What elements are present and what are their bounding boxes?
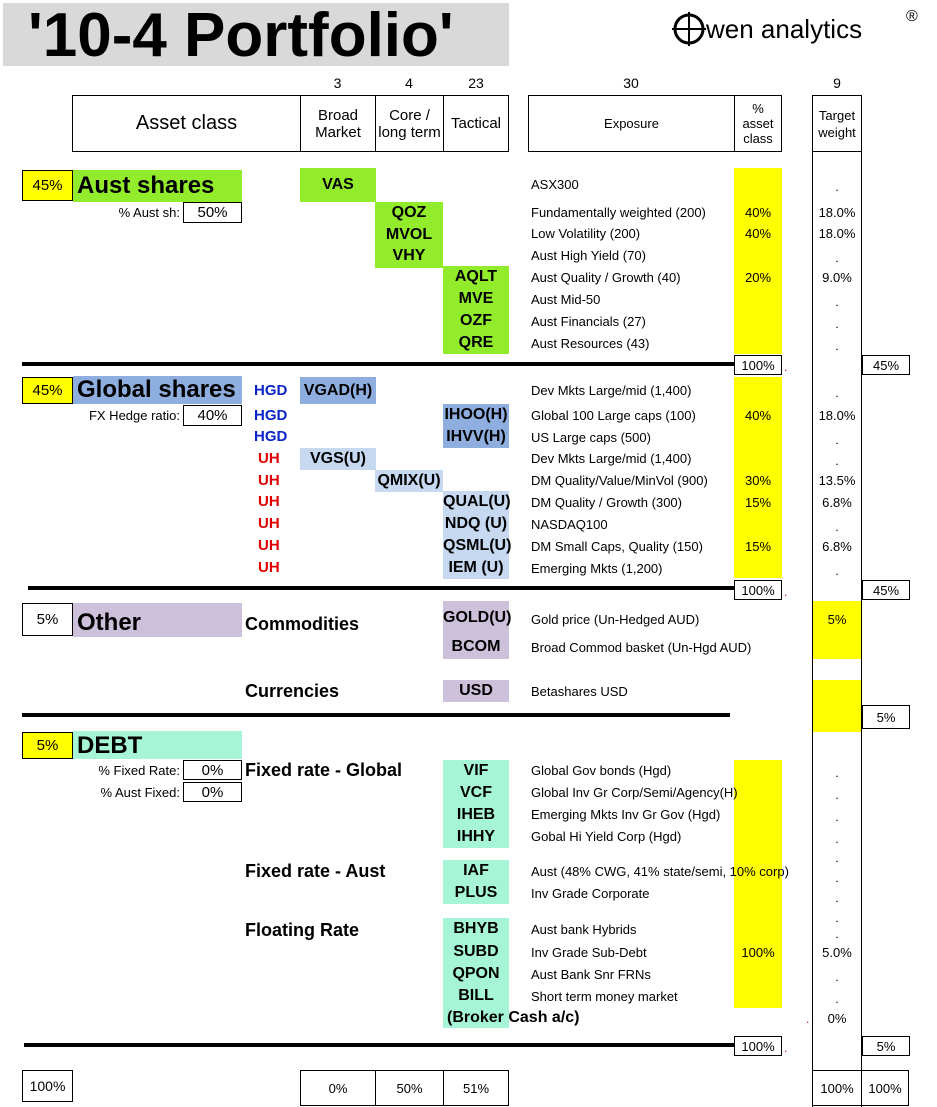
debt-pct: 100% [741, 945, 775, 960]
global-ticker: IHOO(H) [443, 404, 509, 426]
global-side-total-value: 45% [872, 582, 900, 598]
global-pct: 15% [744, 495, 772, 510]
debt-exposure: Aust Bank Snr FRNs [531, 967, 651, 982]
hedge-flag: UH [258, 515, 280, 532]
header-pct-line1: % [752, 101, 764, 116]
fixed-global-label: Fixed rate - Global [245, 760, 403, 780]
debt-ticker: VIF [463, 762, 489, 779]
aust-sub-input[interactable] [183, 202, 242, 223]
other-section-rule [22, 713, 730, 717]
debt-target: . [835, 832, 839, 846]
debt-target: . [835, 871, 839, 885]
aust-target: . [835, 295, 839, 309]
global-sub-input[interactable] [183, 405, 242, 426]
global-ticker: QMIX(U) [375, 470, 443, 492]
global-ticker: QSML(U) [443, 537, 512, 554]
debt-exposure: Global Gov bonds (Hgd) [531, 763, 672, 778]
header-core [375, 95, 444, 152]
global-target: . [835, 564, 839, 578]
debt-exposure: Aust bank Hybrids [531, 922, 637, 937]
count-tactical: 23 [468, 75, 484, 91]
global-target: 6.8% [822, 539, 852, 554]
aust-exposure: Aust Quality / Growth (40) [531, 270, 681, 285]
other-exposure: Broad Commod basket (Un-Hgd AUD) [531, 640, 752, 655]
count-broad: 3 [333, 75, 342, 91]
debt-target: . [835, 788, 839, 802]
header-core-line1: Core / [389, 106, 430, 124]
aust-tactical-ticker: MVE [458, 290, 494, 307]
debt-target: . [835, 891, 839, 905]
total-tactical [443, 1070, 509, 1106]
global-ticker: QUAL(U) [443, 493, 511, 510]
aust-side-total [862, 355, 910, 375]
count-exposure: 30 [623, 75, 639, 91]
header-core-line2: long term [378, 123, 441, 141]
hedge-flag: UH [258, 537, 280, 554]
global-exposure: Emerging Mkts (1,200) [531, 561, 663, 576]
debt-ticker: BHYB [453, 920, 499, 937]
debt-target: . [835, 970, 839, 984]
currencies-label: Currencies [245, 681, 340, 701]
floating-label: Floating Rate [245, 920, 360, 940]
aust-target: . [835, 180, 839, 194]
broker-cash: (Broker Cash a/c) [447, 1009, 580, 1026]
global-total-marker: . [784, 585, 788, 599]
other-exposure: Gold price (Un-Hedged AUD) [531, 612, 700, 627]
target-highlight-currencies [813, 680, 861, 732]
debt-ticker: PLUS [454, 884, 498, 901]
aust-exposure: Low Volatility (200) [531, 226, 641, 241]
debt-exposure: Short term money market [531, 989, 678, 1004]
global-ticker: VGAD(H) [300, 377, 376, 404]
global-exposure: US Large caps (500) [531, 430, 651, 445]
aust-total-marker: . [784, 360, 788, 374]
global-exposure: Dev Mkts Large/mid (1,400) [531, 451, 692, 466]
global-exposure: DM Quality/Value/MinVol (900) [531, 473, 708, 488]
aust-tactical-ticker: QRE [458, 334, 494, 351]
total-tactical-value: 51% [462, 1080, 490, 1096]
debt-exposure: Aust (48% CWG, 41% state/semi, 10% corp) [531, 864, 789, 879]
header-target-weight [812, 95, 862, 152]
global-target: . [835, 454, 839, 468]
aust-alloc-value: 45% [32, 177, 63, 194]
header-broad-market [300, 95, 376, 152]
debt-ticker: SUBD [453, 943, 499, 960]
debt-heading: DEBT [73, 731, 242, 759]
aust-exposure: Aust High Yield (70) [531, 248, 646, 263]
debt-aust-fixed-label: % Aust Fixed: [100, 785, 180, 800]
aust-core-ticker: VHY [392, 247, 426, 264]
count-core: 4 [405, 75, 413, 91]
global-target: . [835, 433, 839, 447]
debt-target: . [835, 992, 839, 1006]
aust-exposure: Fundamentally weighted (200) [531, 205, 706, 220]
debt-ticker: QPON [452, 965, 500, 982]
debt-section-rule [24, 1043, 734, 1047]
header-tactical-label: Tactical [450, 115, 502, 132]
aust-target: . [835, 251, 839, 265]
aust-exposure: ASX300 [531, 177, 579, 192]
aust-tactical-ticker: AQLT [454, 268, 498, 285]
other-side-total [862, 705, 910, 729]
debt-side-total-value: 5% [876, 1038, 896, 1054]
global-pct: 30% [744, 473, 772, 488]
aust-total-value: 100% [741, 357, 775, 373]
aust-target: . [835, 317, 839, 331]
debt-exposure: Inv Grade Corporate [531, 886, 650, 901]
header-pct-asset-class [734, 95, 782, 152]
other-ticker: BCOM [451, 638, 501, 655]
global-total-value: 100% [741, 582, 775, 598]
debt-ticker: VCF [460, 784, 492, 801]
debt-alloc-input[interactable] [22, 732, 73, 759]
global-alloc-input[interactable] [22, 377, 73, 404]
global-ticker: VGS(U) [300, 448, 376, 470]
page-title: '10-4 Portfolio' [28, 1, 454, 70]
global-total [734, 580, 782, 600]
other-alloc-input[interactable] [22, 603, 73, 636]
debt-exposure: Global Inv Gr Corp/Semi/Agency(H) [531, 785, 738, 800]
header-asset-class [72, 95, 301, 152]
debt-aust-fixed-input[interactable] [183, 782, 242, 802]
debt-exposure: Emerging Mkts Inv Gr Gov (Hgd) [531, 807, 721, 822]
other-alloc-value: 5% [36, 611, 59, 628]
aust-shares-heading: Aust shares [73, 170, 242, 202]
aust-target: 9.0% [822, 270, 852, 285]
other-target: 5% [827, 612, 847, 627]
aust-exposure: Aust Financials (27) [531, 314, 646, 329]
global-pct: 15% [744, 539, 772, 554]
debt-total [734, 1036, 782, 1056]
debt-target: . [835, 911, 839, 925]
total-side [861, 1070, 909, 1106]
debt-target: . [835, 851, 839, 865]
total-alloc [22, 1070, 73, 1102]
header-exposure [528, 95, 735, 152]
total-core-value: 50% [396, 1080, 423, 1096]
commodities-label: Commodities [245, 614, 360, 634]
aust-exposure: Aust Resources (43) [531, 336, 650, 351]
header-tactical [443, 95, 509, 152]
global-alloc-value: 45% [32, 382, 63, 399]
global-exposure: NASDAQ100 [531, 517, 608, 532]
total-core [375, 1070, 444, 1106]
aust-target: . [835, 339, 839, 353]
debt-target: . [835, 810, 839, 824]
global-sub-label: FX Hedge ratio: [88, 408, 180, 423]
header-target-line1: Target [818, 107, 856, 123]
global-side-total [862, 580, 910, 600]
debt-total-marker: . [784, 1041, 788, 1055]
hedge-flag: UH [258, 472, 280, 489]
other-ticker: USD [443, 680, 509, 702]
global-shares-heading: Global shares [73, 376, 242, 404]
logo [672, 8, 922, 48]
debt-target: . [835, 927, 839, 941]
global-sub-value: 40% [197, 407, 228, 424]
header-exposure-label: Exposure [604, 116, 659, 131]
global-target: 6.8% [822, 495, 852, 510]
hedge-flag: UH [258, 493, 280, 510]
global-exposure: DM Small Caps, Quality (150) [531, 539, 703, 554]
broker-target: 0% [827, 1011, 847, 1026]
aust-pct: 20% [744, 270, 772, 285]
global-exposure: Global 100 Large caps (100) [531, 408, 696, 423]
hedge-flag: HGD [254, 407, 288, 424]
aust-pct: 40% [744, 205, 772, 220]
debt-ticker: BILL [458, 987, 494, 1004]
aust-core-ticker: QOZ [391, 204, 427, 221]
aust-exposure: Aust Mid-50 [531, 292, 601, 307]
header-broad-line1: Broad [317, 106, 359, 124]
count-target: 9 [833, 75, 841, 91]
debt-fixed-label: % Fixed Rate: [98, 763, 180, 778]
pct-column-aust [734, 168, 782, 354]
global-exposure: Dev Mkts Large/mid (1,400) [531, 383, 692, 398]
total-broad [300, 1070, 376, 1106]
global-exposure: DM Quality / Growth (300) [531, 495, 682, 510]
debt-side-total [862, 1036, 910, 1056]
debt-ticker: IAF [463, 862, 489, 879]
total-side-value: 100% [868, 1080, 902, 1096]
global-target: . [835, 386, 839, 400]
global-target: 18.0% [818, 408, 856, 423]
debt-ticker: IHEB [456, 806, 496, 823]
aust-broad-ticker: VAS [300, 168, 376, 202]
header-pct-line3: class [743, 131, 773, 146]
header-pct-line2: asset [742, 116, 774, 131]
debt-ticker: IHHY [456, 828, 496, 845]
header-asset-class-label: Asset class [135, 112, 238, 134]
hedge-flag: UH [258, 559, 280, 576]
other-heading: Other [73, 603, 242, 637]
debt-alloc-value: 5% [36, 737, 59, 754]
aust-sub-value: 50% [197, 204, 228, 221]
aust-sub-label: % Aust sh: [118, 205, 180, 220]
aust-section-rule [22, 362, 734, 366]
total-target [812, 1070, 862, 1106]
logo-text: wen analytics [706, 14, 863, 44]
pct-column-debt [734, 760, 782, 1008]
debt-exposure: Gobal Hi Yield Corp (Hgd) [531, 829, 682, 844]
aust-total [734, 355, 782, 375]
debt-total-value: 100% [741, 1038, 775, 1054]
debt-aust-fixed-value: 0% [201, 783, 224, 801]
aust-side-total-value: 45% [872, 357, 900, 373]
debt-target: 5.0% [822, 945, 852, 960]
hedge-flag: HGD [254, 382, 288, 399]
aust-tactical-ticker: OZF [460, 312, 492, 329]
global-ticker: IHVV(H) [443, 426, 509, 448]
debt-exposure: Inv Grade Sub-Debt [531, 945, 647, 960]
other-side-total-value: 5% [876, 709, 896, 725]
debt-target: . [835, 766, 839, 780]
fixed-aust-label: Fixed rate - Aust [245, 861, 386, 881]
aust-core-ticker: MVOL [385, 226, 433, 243]
debt-fixed-value: 0% [201, 761, 224, 779]
aust-alloc-input[interactable] [22, 170, 73, 201]
hedge-flag: UH [258, 450, 280, 467]
hedge-flag: HGD [254, 428, 288, 445]
global-pct: 40% [744, 408, 772, 423]
global-target: . [835, 520, 839, 534]
logo-registered: ® [906, 8, 918, 25]
total-alloc-value: 100% [29, 1078, 66, 1094]
aust-target: 18.0% [818, 226, 856, 241]
total-broad-value: 0% [328, 1080, 348, 1096]
other-ticker: GOLD(U) [443, 609, 512, 626]
total-target-value: 100% [820, 1080, 854, 1096]
header-broad-line2: Market [315, 123, 361, 141]
global-target: 13.5% [818, 473, 856, 488]
broker-marker: . [806, 1012, 810, 1026]
logo-crosshair-icon [672, 12, 706, 46]
aust-pct: 40% [744, 226, 772, 241]
global-ticker: NDQ (U) [444, 515, 508, 532]
debt-fixed-input[interactable] [183, 760, 242, 780]
global-ticker: IEM (U) [448, 559, 504, 576]
header-target-line2: weight [818, 124, 856, 140]
other-exposure: Betashares USD [531, 684, 628, 699]
global-section-rule [28, 586, 734, 590]
target-column-right-border [861, 151, 862, 1107]
aust-target: 18.0% [818, 205, 856, 220]
